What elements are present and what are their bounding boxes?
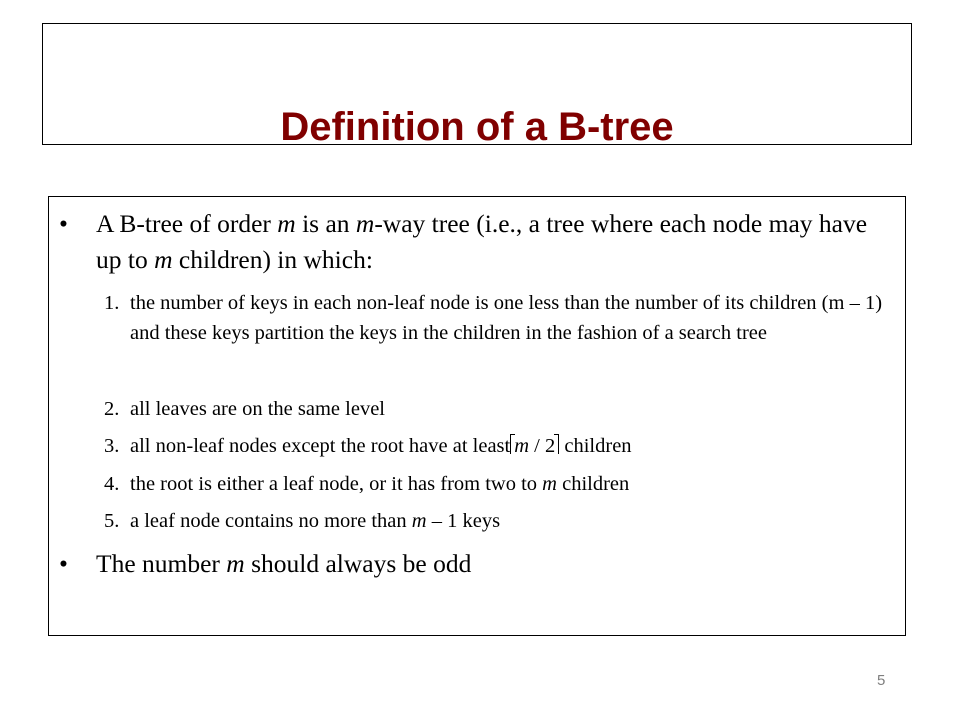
content-box bbox=[48, 196, 906, 636]
bullet-marker: • bbox=[59, 549, 68, 578]
slide-title: Definition of a B-tree bbox=[280, 105, 674, 149]
item-number: 1. bbox=[104, 292, 120, 314]
bullet-text: A B-tree of order m is an m-way tree (i.e., a tree where each node may have up to m children) in which: bbox=[96, 209, 868, 274]
item-text: a leaf node contains no more than m – 1 keys bbox=[130, 510, 501, 532]
ceiling-bracket: m / 2 bbox=[510, 431, 559, 461]
bullet-text: The number m should always be odd bbox=[96, 549, 472, 578]
item-text: all leaves are on the same level bbox=[130, 398, 385, 420]
item-number: 4. bbox=[104, 473, 120, 495]
item-text: the number of keys in each non-leaf node is one less than the number of its children (m – 1) and these keys partition the keys in the children in the fashion of a search tree bbox=[130, 292, 883, 344]
bullet-marker: • bbox=[59, 209, 68, 238]
item-number: 3. bbox=[104, 435, 120, 457]
item-text: the root is either a leaf node, or it has from two to m children bbox=[130, 473, 630, 495]
item-number: 5. bbox=[104, 510, 120, 532]
item-number: 2. bbox=[104, 398, 120, 420]
title-box bbox=[42, 23, 912, 149]
page-number: 5 bbox=[877, 672, 886, 689]
item-text: all non-leaf nodes except the root have at least m / 2 children bbox=[130, 431, 894, 461]
